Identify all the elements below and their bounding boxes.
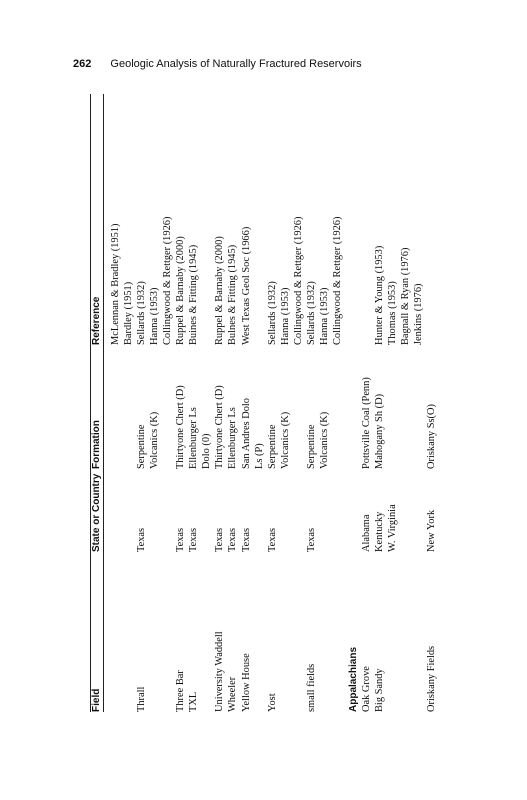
table-row	[122, 94, 135, 712]
cell-state: Texas	[240, 527, 252, 552]
cell-field: Thrall	[136, 686, 148, 712]
cell-reference: Bulnes & Fitting (1945)	[227, 244, 239, 345]
cell-state: W. Virginia	[387, 504, 399, 552]
table-row	[253, 94, 266, 712]
cell-state: Texas	[175, 527, 187, 552]
cell-reference: Sellards (1932)	[136, 281, 148, 345]
cell-state: Kentucky	[374, 511, 385, 552]
cell-state: Texas	[266, 527, 278, 552]
cell-state: Texas	[136, 527, 148, 552]
cell-reference: Hanna (1953)	[279, 287, 291, 345]
cell-reference: Collingwood & Rettger (1926)	[292, 216, 304, 345]
cell-formation: Volcanics (K)	[149, 411, 161, 469]
cell-formation: Volcanics (K)	[318, 411, 330, 469]
table-row	[266, 94, 279, 712]
cell-formation: San Andres Dolo	[240, 398, 252, 469]
table-row	[240, 94, 253, 712]
cell-formation: Pottsville Coal (Penn)	[360, 377, 372, 469]
cell-field: Yellow House	[240, 653, 252, 712]
table-row	[425, 94, 438, 712]
cell-reference: West Texas Geol Soc (1966)	[240, 226, 252, 345]
cell-field: Oak Grove	[360, 666, 372, 712]
cell-formation: Mahogany Sh (D)	[374, 393, 385, 469]
section-heading-row	[347, 94, 360, 712]
cell-reference: Ruppel & Barnaby (2000)	[175, 236, 187, 345]
cell-reference: Hanna (1953)	[318, 287, 330, 345]
cell-formation: Volcanics (K)	[279, 411, 291, 469]
table-row	[200, 94, 213, 712]
cell-reference: Sellards (1932)	[266, 281, 278, 345]
table-row	[305, 94, 318, 712]
table-row	[148, 94, 161, 712]
cell-field: Big Sandy	[374, 668, 385, 712]
fields-table	[84, 94, 526, 712]
cell-field: TXL	[188, 691, 200, 712]
cell-state: New York	[426, 509, 438, 552]
table-row	[360, 94, 373, 712]
column-header-formation: Formation	[91, 420, 102, 469]
table-row	[161, 94, 174, 712]
table-row	[292, 94, 305, 712]
column-header-field: Field	[91, 688, 102, 712]
cell-reference: Bagnall & Ryan (1976)	[400, 247, 412, 345]
cell-formation: Serpentine	[266, 424, 278, 469]
cell-field: Oriskany Fields	[426, 645, 438, 712]
cell-reference: Sellards (1932)	[305, 281, 317, 345]
cell-formation: Serpentine	[305, 424, 317, 469]
cell-reference: Buines & Fitting (1945)	[188, 244, 200, 345]
table-row	[109, 94, 122, 712]
table-row	[279, 94, 292, 712]
page-header	[73, 58, 493, 74]
cell-state: Texas	[188, 527, 200, 552]
cell-state: Texas	[214, 527, 226, 552]
cell-field: Three Bar	[175, 670, 187, 712]
cell-reference: McLennan & Bradley (1951)	[110, 223, 121, 345]
cell-formation: Serpentine	[136, 424, 148, 469]
cell-reference: Collingwood & Rettger (1926)	[162, 216, 174, 345]
cell-reference: Thomas (1953)	[387, 281, 399, 345]
table-row	[213, 94, 226, 712]
page-number: 262	[73, 58, 92, 70]
cell-formation: Ellenburger Ls	[188, 407, 200, 469]
cell-formation: Dolo (0)	[201, 433, 213, 469]
table-row	[226, 94, 239, 712]
table-row	[373, 94, 386, 712]
cell-reference: Hanna (1953)	[149, 287, 161, 345]
table-row	[399, 94, 412, 712]
cell-field: Yost	[266, 693, 278, 712]
cell-state: Texas	[305, 527, 317, 552]
cell-reference: Hunter & Young (1953)	[374, 245, 385, 345]
table-row	[412, 94, 425, 712]
cell-formation: Ls (P)	[253, 443, 265, 469]
cell-formation: Thirtyone Chert (D)	[214, 385, 226, 469]
table-row	[386, 94, 399, 712]
table-top-rule	[90, 94, 91, 712]
table-row	[135, 94, 148, 712]
cell-field: small fields	[305, 663, 317, 712]
book-title: Geologic Analysis of Naturally Fractured Reservoirs	[110, 58, 362, 70]
table-row	[174, 94, 187, 712]
cell-formation: Ellenburger Ls	[227, 407, 239, 469]
table-row	[331, 94, 344, 712]
cell-formation: Oriskany Ss(O)	[426, 404, 438, 469]
cell-reference: Bardley (1951)	[123, 281, 135, 345]
cell-state: Alabama	[360, 514, 372, 552]
cell-state: Texas	[227, 527, 239, 552]
cell-field: Wheeler	[227, 676, 239, 712]
cell-reference: Jenkins (1976)	[413, 283, 425, 345]
table-row	[187, 94, 200, 712]
cell-formation: Thirtyone Chert (D)	[175, 385, 187, 469]
table-header-rule	[103, 94, 104, 712]
column-header-state: State or Country	[91, 473, 102, 552]
table-row	[318, 94, 331, 712]
section-heading: Appalachians	[347, 646, 359, 712]
column-header-reference: Reference	[91, 296, 102, 345]
cell-reference: Collingwood & Rettger (1926)	[331, 216, 343, 345]
cell-reference: Ruppel & Barnaby (2000)	[214, 236, 226, 345]
cell-field: University Waddell	[214, 631, 226, 712]
